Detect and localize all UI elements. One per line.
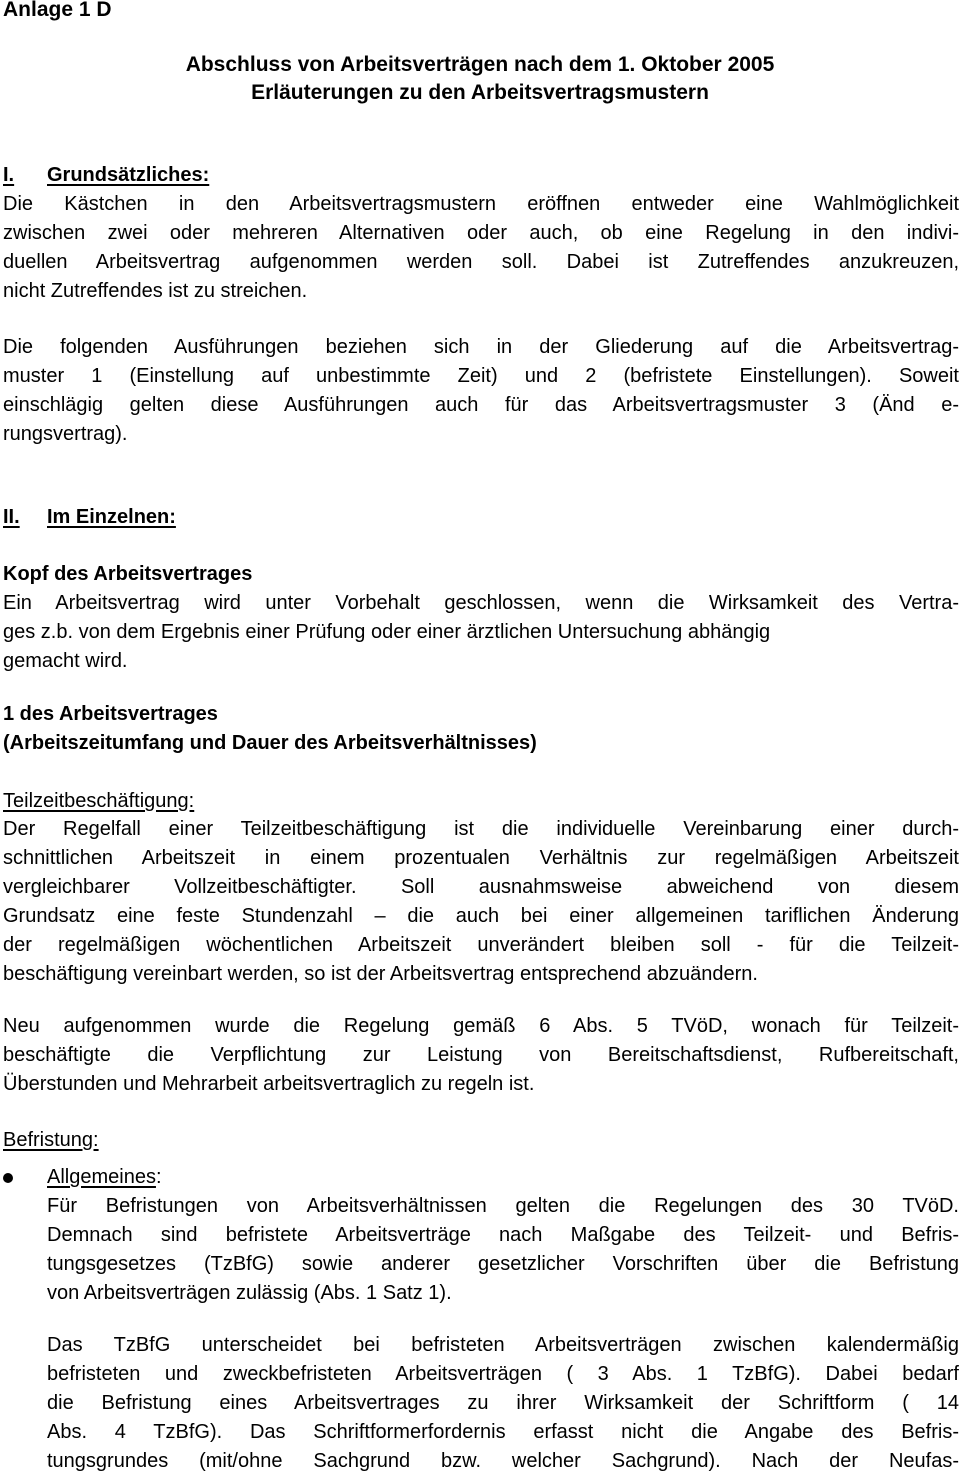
text-line: Demnach sind befristete Arbeitsverträge nach Maßgabe des Teilzeit- und Befris- xyxy=(47,1223,959,1246)
text-line: Die Kästchen in den Arbeitsvertragsmustern eröffnen entweder eine Wahlmöglichkeit xyxy=(3,193,959,215)
bullet-content-2 xyxy=(47,1331,959,1476)
text-line: Abs. 4 TzBfG). Das Schriftformerfordernis erfasst nicht die Angabe des Befris- xyxy=(47,1420,959,1443)
paragraph-1-title: 1 des Arbeitsvertrages xyxy=(3,703,218,725)
section-2-heading xyxy=(3,503,176,532)
section-1-number: I. xyxy=(3,164,15,186)
teilzeit-paragraph-2 xyxy=(3,1012,959,1099)
text-line: Grundsatz eine feste Stundenzahl – die auch bei einer allgemeinen tariflichen Änderung xyxy=(3,904,959,927)
text-line: gemacht wird. xyxy=(3,649,128,672)
section-2-number: II. xyxy=(3,506,20,528)
section-1-heading xyxy=(3,161,209,190)
text-line: nicht Zutreffendes ist zu streichen. xyxy=(3,279,308,302)
text-line: Überstunden und Mehrarbeit arbeitsvertraglich zu regeln ist. xyxy=(3,1072,535,1095)
paragraph-1-subtitle: (Arbeitszeitumfang und Dauer des Arbeitsverhältnisses) xyxy=(3,732,537,754)
section-2-title: Im Einzelnen: xyxy=(47,506,176,528)
teilzeit-label xyxy=(3,787,959,816)
teilzeit-paragraph-1 xyxy=(3,815,959,988)
text-line: rungsvertrag). xyxy=(3,422,128,445)
text-line: Das TzBfG unterscheidet bei befristeten Arbeitsverträgen zwischen kalendermäßig xyxy=(47,1334,959,1356)
text-line: der regelmäßigen wöchentlichen Arbeitszeit unverändert bleiben soll - für die Teilzeit- xyxy=(3,933,959,956)
bullet-title-colon: : xyxy=(155,1166,162,1188)
text-line: Neu aufgenommen wurde die Regelung gemäß 6 Abs. 5 TVöD, wonach für Teilzeit- xyxy=(3,1015,959,1037)
text-line: ges z.b. von dem Ergebnis einer Prüfung oder einer ärztlichen Untersuchung abhängig xyxy=(3,620,771,643)
text-line: tungsgesetzes (TzBfG) sowie anderer gesetzlicher Vorschriften über die Befristung xyxy=(47,1252,959,1275)
kopf-heading: Kopf des Arbeitsvertrages xyxy=(3,563,253,585)
text-line: muster 1 (Einstellung auf unbestimmte Zeit) und 2 (befristete Einstellungen). Soweit xyxy=(3,364,959,387)
annex-label: Anlage 1 D xyxy=(3,0,112,21)
text-line: Für Befristungen von Arbeitsverhältnissen gelten die Regelungen des 30 TVöD. xyxy=(47,1194,959,1217)
bullet-title-text: Allgemeines xyxy=(47,1166,156,1188)
befristung-label-text: Befristung: xyxy=(3,1129,99,1151)
text-line: schnittlichen Arbeitszeit in einem prozentualen Verhältnis zur regelmäßigen Arbeitszeit xyxy=(3,846,959,869)
bullet-icon xyxy=(3,1173,13,1183)
section-1-title: Grundsätzliches: xyxy=(47,164,210,186)
bullet-content xyxy=(47,1163,959,1308)
text-line: Der Regelfall einer Teilzeitbeschäftigung ist die individuelle Vereinbarung einer durch- xyxy=(3,818,959,840)
text-line: Die folgenden Ausführungen beziehen sich in der Gliederung auf die Arbeitsvertrag- xyxy=(3,336,959,358)
befristung-label xyxy=(3,1126,959,1155)
kopf-paragraph xyxy=(3,589,959,676)
text-line: die Befristung eines Arbeitsvertrages zu ihrer Wirksamkeit der Schriftform ( 14 xyxy=(47,1391,959,1414)
text-line: befristeten und zweckbefristeten Arbeitsverträgen ( 3 Abs. 1 TzBfG). Dabei bedarf xyxy=(47,1362,959,1385)
text-line: von Arbeitsverträgen zulässig (Abs. 1 Satz 1). xyxy=(47,1281,452,1304)
text-line: beschäftigte die Verpflichtung zur Leistung von Bereitschaftsdienst, Rufbereitschaft, xyxy=(3,1043,959,1066)
paragraph-1-heading xyxy=(3,700,218,729)
text-line: einschlägig gelten diese Ausführungen auch für das Arbeitsvertragsmuster 3 (Änd e- xyxy=(3,393,959,416)
document-title-line-1: Abschluss von Arbeitsverträgen nach dem 1. Oktober 2005 xyxy=(185,53,775,76)
teilzeit-label-text: Teilzeitbeschäftigung: xyxy=(3,790,195,812)
text-line: Ein Arbeitsvertrag wird unter Vorbehalt geschlossen, wenn die Wirksamkeit des Vertra- xyxy=(3,592,959,614)
section-1-paragraph-1 xyxy=(3,190,959,306)
section-1-paragraph-2 xyxy=(3,333,959,449)
text-line: duellen Arbeitsvertrag aufgenommen werden soll. Dabei ist Zutreffendes anzukreuzen, xyxy=(3,250,959,273)
document-title-line-2: Erläuterungen zu den Arbeitsvertragsmustern xyxy=(251,81,709,104)
bullet-title xyxy=(47,1163,959,1192)
text-line: beschäftigung vereinbart werden, so ist der Arbeitsvertrag entsprechend abzuändern. xyxy=(3,962,758,985)
text-line: tungsgrundes (mit/ohne Sachgrund bzw. welcher Sachgrund). Nach der Neufas- xyxy=(47,1449,959,1472)
text-line: vergleichbarer Vollzeitbeschäftigter. Soll ausnahmsweise abweichend von diesem xyxy=(3,875,959,898)
text-line: zwischen zwei oder mehreren Alternativen oder auch, ob eine Regelung in den indivi- xyxy=(3,221,959,244)
